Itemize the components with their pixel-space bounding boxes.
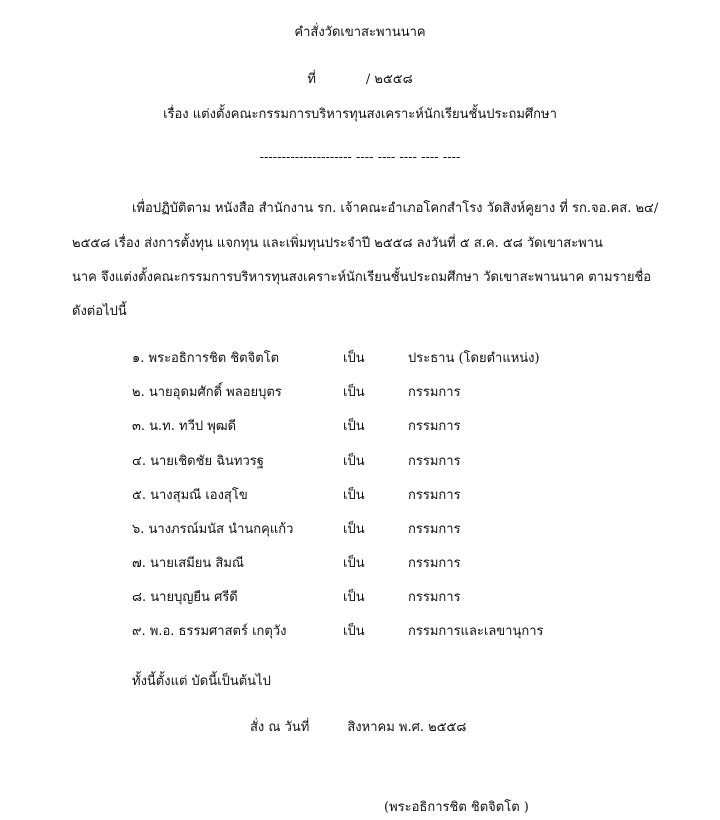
body-line-2: ๒๕๕๘ เรื่อง ส่งการตั้งทุน แจกทุน และเพิ่มทุนประจำปี ๒๕๕๘ ลงวันที่ ๕ ส.ค. ๕๘ วัดเขาสะพาน xyxy=(72,236,603,251)
body-line-4: ดังต่อไปนี้ xyxy=(72,304,127,319)
divider-line: --------------------- ---- ---- ---- ---- ---- xyxy=(259,150,461,165)
member-as: เป็น xyxy=(343,454,365,469)
member-role: กรรมการและเลขานุการ xyxy=(408,624,544,639)
given-label: สั่ง ณ วันที่ xyxy=(250,720,310,735)
body-line-1: เพื่อปฏิบัติตาม หนังสือ สำนักงาน รก. เจ้าคณะอำเภอโคกสำโรง วัดสิงห์คูยาง ที่ รก.จอ.คส. ๒๔/ xyxy=(132,201,659,216)
member-role: กรรมการ xyxy=(408,419,461,434)
order-number-value: / ๒๕๕๘ xyxy=(365,72,413,87)
member-name: ๔. นายเชิดชัย ฉินทวรฐ xyxy=(132,454,264,469)
member-role: กรรมการ xyxy=(408,590,461,605)
member-row xyxy=(0,450,720,474)
member-name: ๙. พ.อ. ธรรมศาสตร์ เกตุวัง xyxy=(132,624,287,639)
order-number-line xyxy=(0,68,720,89)
given-date-line xyxy=(250,716,466,737)
member-row xyxy=(0,586,720,610)
member-row xyxy=(0,415,720,439)
member-row xyxy=(0,552,720,576)
body-line-3: นาค จึงแต่งตั้งคณะกรรมการบริหารทุนสงเคราะห์นักเรียนชั้นประถมศึกษา วัดเขาสะพานนาค ตามรายชื่อ xyxy=(72,270,652,285)
member-row xyxy=(0,381,720,405)
member-role: ประธาน (โดยตำแหน่ง) xyxy=(408,351,540,366)
member-name: ๑. พระอธิการชิต ชิตจิตโต xyxy=(132,351,280,366)
member-name: ๒. นายอุดมศักดิ์ พลอยบุตร xyxy=(132,385,282,400)
member-role: กรรมการ xyxy=(408,556,461,571)
member-as: เป็น xyxy=(343,590,365,605)
member-row xyxy=(0,518,720,542)
member-row xyxy=(0,484,720,508)
member-role: กรรมการ xyxy=(408,488,461,503)
effective-statement: ทั้งนี้ตั้งแต่ บัดนี้เป็นต้นไป xyxy=(132,674,271,689)
signer-name: (พระอธิการชิต ชิตจิตโต ) xyxy=(384,800,529,815)
member-name: ๖. นางภรณ์มนัส นำนกคุแก้ว xyxy=(132,522,294,537)
member-role: กรรมการ xyxy=(408,385,461,400)
member-as: เป็น xyxy=(343,488,365,503)
member-role: กรรมการ xyxy=(408,522,461,537)
member-as: เป็น xyxy=(343,385,365,400)
member-role: กรรมการ xyxy=(408,454,461,469)
given-date: สิงหาคม พ.ศ. ๒๕๕๘ xyxy=(347,720,467,735)
member-name: ๓. น.ท. ทวีป พุฒดี xyxy=(132,419,237,434)
document-title: คำสั่งวัดเขาสะพานนาค xyxy=(294,25,426,40)
order-subject: เรื่อง แต่งตั้งคณะกรรมการบริหารทุนสงเคราะห์นักเรียนชั้นประถมศึกษา xyxy=(163,107,557,122)
member-as: เป็น xyxy=(343,522,365,537)
order-number-label: ที่ xyxy=(307,72,316,87)
member-as: เป็น xyxy=(343,556,365,571)
member-as: เป็น xyxy=(343,351,365,366)
member-name: ๕. นางสุมณี เองสุโข xyxy=(132,488,248,503)
member-as: เป็น xyxy=(343,624,365,639)
member-as: เป็น xyxy=(343,419,365,434)
member-row xyxy=(0,347,720,371)
member-row xyxy=(0,620,720,644)
member-name: ๘. นายบุญยืน ศรีดี xyxy=(132,590,238,605)
member-name: ๗. นายเสมียน สิมณี xyxy=(132,556,244,571)
